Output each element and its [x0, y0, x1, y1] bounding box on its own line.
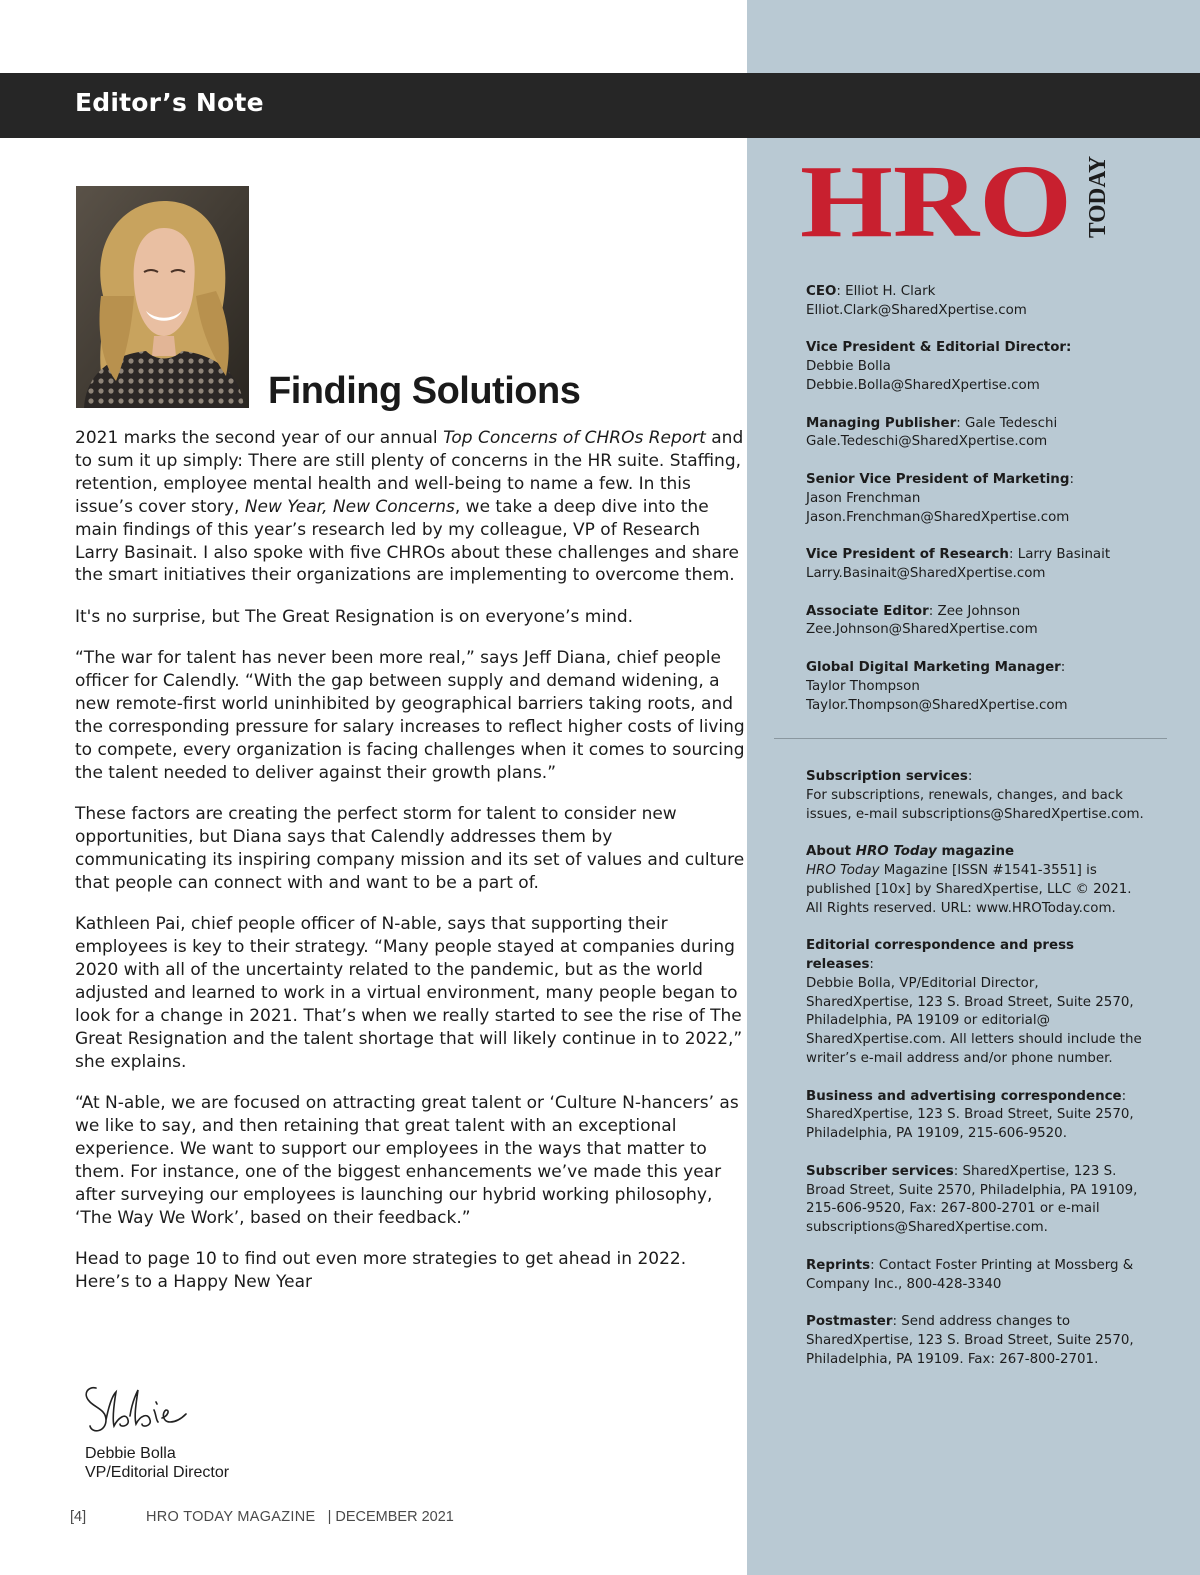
info-entry: About HRO Today magazine HRO Today Magazine [ISSN #1541-3551] is published [10x] by SharedXpertise, LLC © 2021. All Rights reserved. URL: www.HROToday.com.: [806, 844, 1132, 916]
email: Debbie.Bolla@SharedXpertise.com: [806, 377, 1040, 393]
sidebar-divider: [774, 738, 1167, 739]
report-title: Top Concerns of CHROs Report: [443, 428, 706, 448]
svg-text:TODAY: TODAY: [1085, 153, 1111, 238]
email: Jason.Frenchman@SharedXpertise.com: [806, 509, 1070, 525]
page-footer: [70, 1509, 454, 1525]
article-paragraph: Kathleen Pai, chief people officer of N-able, says that supporting their employees is key to their strategy. “Many people stayed at companies during 2020 with all of the uncertainty related to the pandemic, but as the world adjusted and learned to work in a virtual environment, many people began to look for a change in 2021. That’s when we really started to see the rise of The Great Resignation and the talent shortage that will likely continue in to 2022,” she explains.: [75, 914, 743, 1072]
handwritten-signature: [80, 1380, 200, 1440]
svg-text:HRO: HRO: [800, 148, 1072, 248]
masthead: [806, 283, 1146, 734]
masthead-entry: Vice President of Research: Larry Basinait Larry.Basinait@SharedXpertise.com: [806, 547, 1111, 581]
article-paragraph: It's no surprise, but The Great Resignation is on everyone’s mind.: [75, 606, 634, 627]
editor-role: VP/Editorial Director: [85, 1464, 230, 1481]
section-title: Editor’s Note: [75, 88, 264, 117]
masthead-entry: Vice President & Editorial Director: Debbie Bolla Debbie.Bolla@SharedXpertise.com: [806, 340, 1072, 393]
masthead-entry: CEO: Elliot H. Clark Elliot.Clark@SharedXpertise.com: [806, 284, 1027, 318]
email: Taylor.Thompson@SharedXpertise.com: [806, 697, 1068, 713]
editor-photo: [76, 186, 249, 408]
info-entry: Postmaster: Send address changes to SharedXpertise, 123 S. Broad Street, Suite 2570, Philadelphia, PA 19109. Fax: 267-800-2701.: [806, 1314, 1134, 1367]
email: Zee.Johnson@SharedXpertise.com: [806, 622, 1038, 638]
masthead-entry: Associate Editor: Zee Johnson Zee.Johnson@SharedXpertise.com: [806, 603, 1038, 638]
masthead-entry: Senior Vice President of Marketing: Jason Frenchman Jason.Frenchman@SharedXpertise.com: [806, 471, 1074, 525]
publication-info: [806, 768, 1146, 1388]
article-paragraph: Head to page 10 to find out even more strategies to get ahead in 2022. Here’s to a Happy New Year: [75, 1249, 687, 1292]
article-body: [75, 427, 745, 1312]
info-entry: Editorial correspondence and press releases: Debbie Bolla, VP/Editorial Director, SharedXpertise, 123 S. Broad Street, Suite 2570, Philadelphia, PA 19109 or editorial@ SharedXpertise.com. All letters should include the writer’s e-mail address and/or phone number.: [806, 938, 1142, 1066]
issue-date: | DECEMBER 2021: [327, 1509, 454, 1525]
article-title: Finding Solutions: [268, 370, 581, 412]
info-entry: Reprints: Contact Foster Printing at Mossberg & Company Inc., 800-428-3340: [806, 1257, 1134, 1292]
masthead-entry: Global Digital Marketing Manager: Taylor Thompson Taylor.Thompson@SharedXpertise.com: [806, 659, 1068, 713]
page-number: [4]: [70, 1509, 87, 1525]
signature-block: [85, 1444, 229, 1482]
magazine-name: HRO TODAY MAGAZINE: [146, 1509, 316, 1525]
info-entry: Subscription services: For subscriptions, renewals, changes, and back issues, e-mail subscriptions@SharedXpertise.com.: [806, 769, 1144, 822]
hro-today-logo: [800, 148, 1120, 248]
article-paragraph: These factors are creating the perfect storm for talent to consider new opportunities, but Diana says that Calendly addresses them by communicating its inspiring company mission and its set of values and culture that people can connect with and want to be a part of.: [75, 804, 745, 893]
info-entry: Business and advertising correspondence: SharedXpertise, 123 S. Broad Street, Suite 2570, Philadelphia, PA 19109, 215-606-9520.: [806, 1088, 1134, 1142]
info-entry: Subscriber services: SharedXpertise, 123 S. Broad Street, Suite 2570, Philadelphia, PA 19109, 215-606-9520, Fax: 267-800-2701 or e-mail subscriptions@SharedXpertise.com.: [806, 1163, 1138, 1236]
article-paragraph: 2021 marks the second year of our annual Top Concerns of CHROs Report and to sum it up simply: There are still plenty of concerns in the HR suite. Staffing, retention, employee mental health and well-being to name a few. In this issue’s cover story, New Year, New Concerns, we take a deep dive into the main findings of this year’s research led by my colleague, VP of Research Larry Basinait. I also spoke with five CHROs about these challenges and share the smart initiatives their organizations are implementing to overcome them.: [75, 428, 744, 586]
email: Gale.Tedeschi@SharedXpertise.com: [806, 434, 1048, 450]
email: Larry.Basinait@SharedXpertise.com: [806, 565, 1046, 581]
article-paragraph: “At N-able, we are focused on attracting great talent or ‘Culture N-hancers’ as we like to say, and then retaining that great talent with an exceptional experience. We want to support our employees in the ways that matter to them. For instance, one of the biggest enhancements we’ve made this year after surveying our employees is launching our hybrid working philosophy, ‘The Way We Work’, based on their feedback.”: [75, 1093, 739, 1228]
masthead-entry: Managing Publisher: Gale Tedeschi Gale.Tedeschi@SharedXpertise.com: [806, 415, 1058, 450]
cover-story-title: New Year, New Concerns: [244, 496, 455, 517]
email: Elliot.Clark@SharedXpertise.com: [806, 302, 1027, 318]
editor-name: Debbie Bolla: [85, 1445, 176, 1462]
article-paragraph: “The war for talent has never been more real,” says Jeff Diana, chief people officer for Calendly. “With the gap between supply and demand widening, a new remote-first world uninhibited by geographical barriers taking roots, and the corresponding pressure for salary increases to reflect higher costs of living to compete, every organization is facing challenges when it comes to sourcing the talent needed to deliver against their growth plans.”: [75, 648, 745, 783]
